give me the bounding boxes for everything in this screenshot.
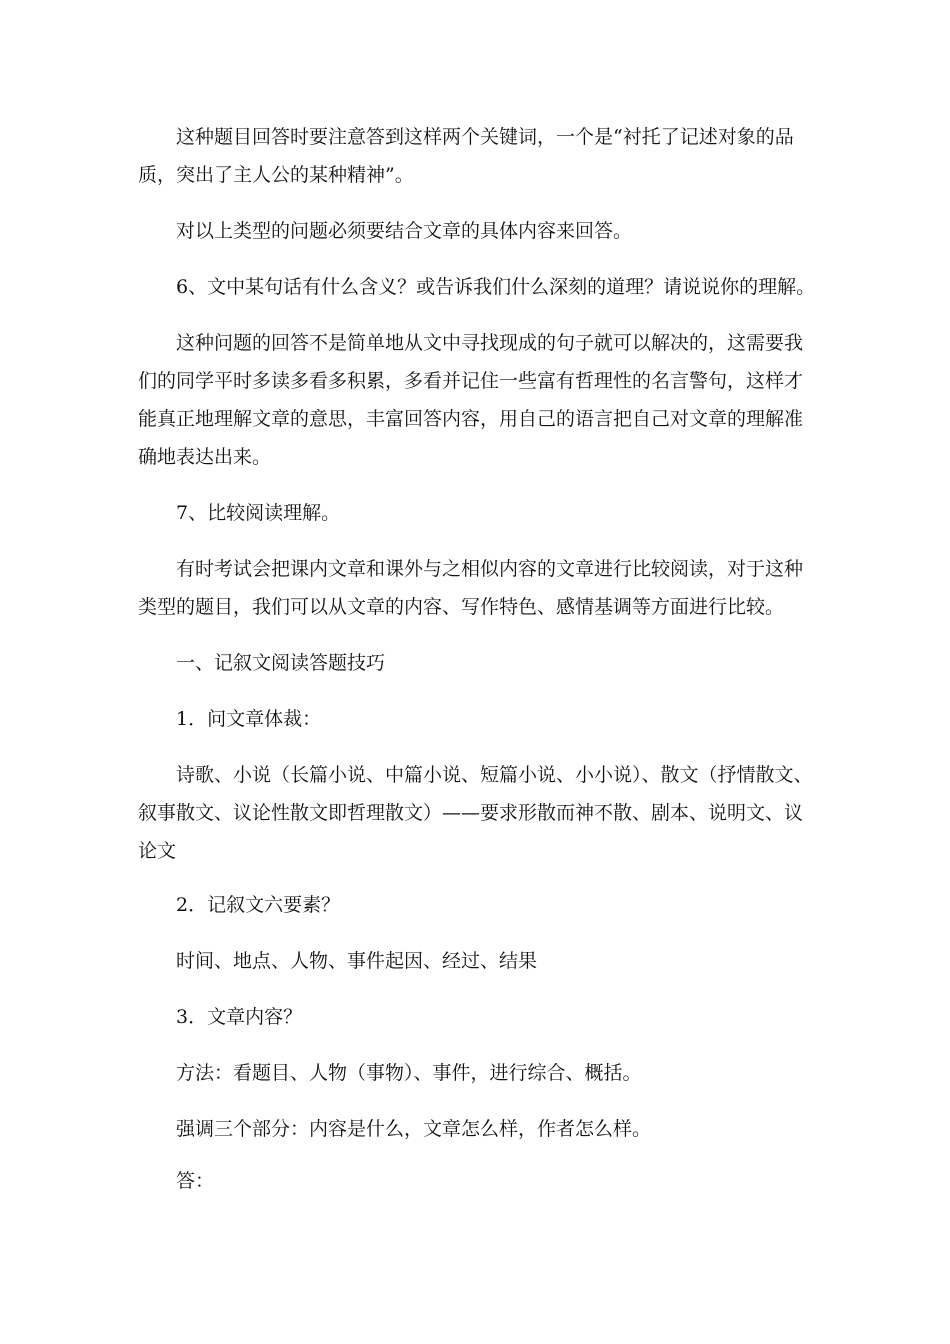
paragraph-foil-answer: 这种题目回答时要注意答到这样两个关键词，一个是“衬托了记述对象的品质，突出了主人公的某种精神”。	[138, 126, 794, 186]
paragraph-answer-label: 答：	[176, 1170, 215, 1192]
paragraph-accumulate-reading: 这种问题的回答不是简单地从文中寻找现成的句子就可以解决的，这需要我们的同学平时多读多看多积累，多看并记住一些富有哲理性的名言警句，这样才能真正地理解文章的意思，丰富回答内容，用自己的语言把自己对文章的理解准确地表达出来。	[138, 332, 804, 468]
paragraph-combine-content: 对以上类型的问题必须要结合文章的具体内容来回答。	[176, 220, 633, 242]
heading-comparative-reading: 7、比较阅读理解。	[176, 502, 341, 524]
heading-sentence-meaning: 6、文中某句话有什么含义？或告诉我们什么深刻的道理？请说说你的理解。	[176, 276, 816, 298]
paragraph-method: 方法：看题目、人物（事物）、事件，进行综合、概括。	[176, 1062, 642, 1084]
section-heading-narrative-tips: 一、记叙文阅读答题技巧	[176, 652, 386, 674]
paragraph-three-parts: 强调三个部分：内容是什么，文章怎么样，作者怎么样。	[176, 1118, 652, 1140]
paragraph-six-elements: 时间、地点、人物、事件起因、经过、结果	[176, 950, 538, 972]
paragraph-comparative-reading: 有时考试会把课内文章和课外与之相似内容的文章进行比较阅读，对于这种类型的题目，我们可以从文章的内容、写作特色、感情基调等方面进行比较。	[138, 558, 804, 618]
heading-article-content: 3．文章内容？	[176, 1006, 303, 1028]
heading-genre: 1．问文章体裁：	[176, 708, 322, 730]
paragraph-genre-list: 诗歌、小说（长篇小说、中篇小说、短篇小说、小小说）、散文（抒情散文、叙事散文、议论性散文即哲理散文）——要求形散而神不散、剧本、说明文、议论文	[138, 764, 813, 862]
heading-six-elements: 2．记叙文六要素？	[176, 894, 341, 916]
